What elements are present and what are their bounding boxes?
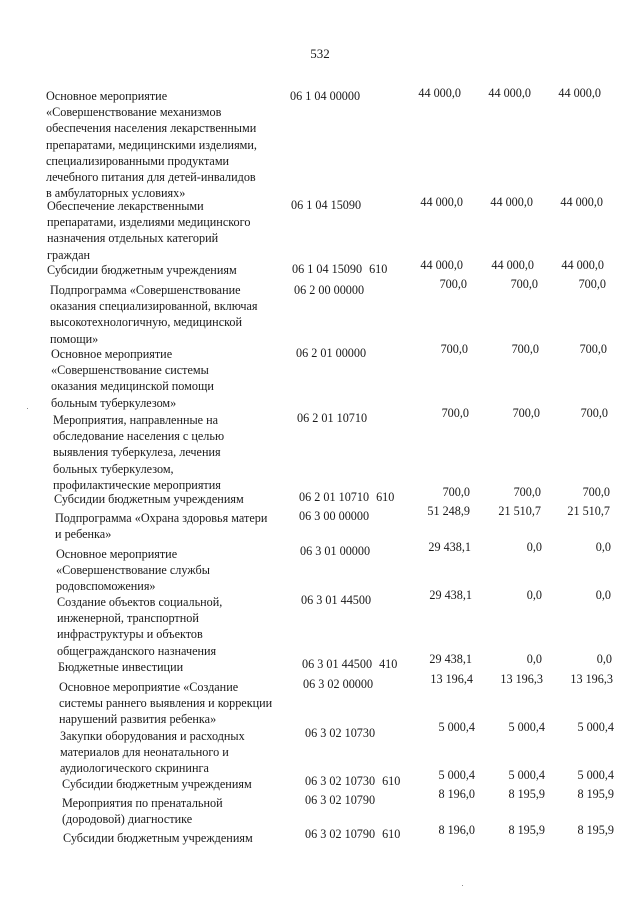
target-article-code: 06 3 02 10790: [305, 827, 376, 841]
amount-year-1: 29 438,1: [428, 540, 471, 554]
row-code: [290, 88, 360, 104]
amount-year-2: 21 510,7: [498, 504, 541, 518]
row-name: Субсидии бюджетным учреждениям: [47, 263, 237, 277]
page-number: 532: [310, 46, 330, 61]
row-code: [297, 410, 367, 426]
amount-year-3: 700,0: [578, 277, 606, 291]
amount-year-2: 700,0: [513, 485, 541, 499]
target-article-code: 06 3 02 00000: [303, 677, 374, 691]
target-article-code: 06 1 04 15090: [292, 262, 363, 276]
amount-year-2: 0,0: [526, 540, 542, 554]
amount-year-2: 0,0: [526, 588, 542, 602]
amount-year-2: 44 000,0: [490, 195, 533, 209]
amount-year-3: 0,0: [595, 588, 611, 602]
target-article-code: 06 3 02 10730: [305, 774, 376, 788]
amount-year-3: 700,0: [580, 406, 608, 420]
amount-year-2: 13 196,3: [500, 672, 543, 686]
target-article-code: 06 3 01 44500: [302, 657, 373, 671]
amount-year-1: 44 000,0: [420, 195, 463, 209]
amount-year-3: 8 195,9: [577, 787, 614, 801]
amount-year-1: 8 196,0: [438, 823, 475, 837]
amount-year-2: 700,0: [511, 342, 539, 356]
row-name: Основное мероприятие «Совершенствование системы оказания медицинской помощи больным туберкулезом»: [51, 347, 214, 410]
target-article-code: 06 2 01 00000: [296, 346, 367, 360]
row-code: [305, 792, 375, 808]
amount-year-1: 8 196,0: [438, 787, 475, 801]
row-code: [296, 345, 366, 361]
row-name: Мероприятия, направленные на обследование населения с целью выявления туберкулеза, лечения больных туберкулезом, профилактические мероприятия: [53, 413, 225, 492]
expense-type-code: 610: [382, 827, 401, 841]
target-article-code: 06 2 00 00000: [294, 283, 365, 297]
row-name: Субсидии бюджетным учреждениям: [63, 831, 253, 845]
amount-year-3: 0,0: [596, 652, 612, 666]
amount-year-1: 5 000,4: [438, 720, 475, 734]
target-article-code: 06 3 00 00000: [299, 509, 370, 523]
amount-year-2: 700,0: [510, 277, 538, 291]
row-code: [305, 725, 375, 741]
row-name: Создание объектов социальной, инженерной, транспортной инфраструктуры и объектов общегражданского назначения: [57, 595, 223, 658]
target-article-code: 06 2 01 10710: [299, 490, 370, 504]
expense-type-code: 610: [369, 262, 388, 276]
row-name: Подпрограмма «Совершенствование оказания специализированной, включая высокотехнологичную, медицинской помощи»: [50, 283, 258, 346]
row-code: [305, 826, 400, 842]
amount-year-3: 44 000,0: [558, 86, 601, 100]
target-article-code: 06 3 01 44500: [301, 593, 372, 607]
row-name: Субсидии бюджетным учреждениям: [54, 492, 244, 506]
expense-type-code: 610: [376, 490, 395, 504]
target-article-code: 06 3 01 00000: [300, 544, 371, 558]
amount-year-3: 5 000,4: [577, 720, 614, 734]
amount-year-3: 5 000,4: [577, 768, 614, 782]
target-article-code: 06 3 02 10790: [305, 793, 376, 807]
amount-year-2: 700,0: [512, 406, 540, 420]
amount-year-3: 700,0: [582, 485, 610, 499]
row-code: [300, 543, 370, 559]
row-name: Бюджетные инвестиции: [58, 660, 184, 674]
row-code: [294, 282, 364, 298]
amount-year-3: 8 195,9: [577, 823, 614, 837]
amount-year-3: 13 196,3: [570, 672, 613, 686]
target-article-code: 06 2 01 10710: [297, 411, 368, 425]
amount-year-2: 44 000,0: [491, 258, 534, 272]
amount-year-1: 29 438,1: [429, 588, 472, 602]
amount-year-3: 21 510,7: [567, 504, 610, 518]
row-name: Подпрограмма «Охрана здоровья матери и ребенка»: [55, 511, 268, 542]
row-code: [299, 508, 369, 524]
row-name: Закупки оборудования и расходных материалов для неонатального и аудиологического скрининга: [60, 729, 245, 776]
amount-year-1: 44 000,0: [418, 86, 461, 100]
row-name: Основное мероприятие «Совершенствование механизмов обеспечения населения лекарственными препаратами, медицинскими изделиями, специализированными продуктами лечебного питания для детей-инвалидов в амбулаторных условиях»: [46, 89, 257, 201]
scan-speck: [462, 885, 463, 886]
target-article-code: 06 1 04 00000: [290, 89, 361, 103]
amount-year-2: 44 000,0: [488, 86, 531, 100]
amount-year-3: 44 000,0: [560, 195, 603, 209]
row-name: Субсидии бюджетным учреждениям: [62, 777, 252, 791]
scan-speck: [27, 408, 28, 409]
amount-year-3: 44 000,0: [561, 258, 604, 272]
target-article-code: 06 1 04 15090: [291, 198, 362, 212]
row-name: Мероприятия по пренатальной (дородовой) диагностике: [62, 796, 223, 827]
row-name: Основное мероприятие «Совершенствование службы родовспоможения»: [56, 547, 210, 594]
row-name: Основное мероприятие «Создание системы раннего выявления и коррекции нарушений развития ребенка»: [59, 680, 273, 727]
amount-year-2: 5 000,4: [508, 720, 545, 734]
amount-year-1: 700,0: [440, 342, 468, 356]
amount-year-2: 0,0: [526, 652, 542, 666]
amount-year-1: 700,0: [439, 277, 467, 291]
amount-year-1: 13 196,4: [430, 672, 473, 686]
amount-year-1: 44 000,0: [420, 258, 463, 272]
row-code: [305, 773, 400, 789]
amount-year-3: 700,0: [579, 342, 607, 356]
amount-year-1: 29 438,1: [429, 652, 472, 666]
expense-type-code: 610: [382, 774, 401, 788]
target-article-code: 06 3 02 10730: [305, 726, 376, 740]
amount-year-1: 5 000,4: [438, 768, 475, 782]
row-name: Обеспечение лекарственными препаратами, изделиями медицинского назначения отдельных категорий граждан: [47, 199, 251, 262]
amount-year-2: 8 195,9: [508, 787, 545, 801]
expense-type-code: 410: [379, 657, 398, 671]
row-code: [299, 489, 394, 505]
amount-year-3: 0,0: [595, 540, 611, 554]
amount-year-2: 8 195,9: [508, 823, 545, 837]
amount-year-2: 5 000,4: [508, 768, 545, 782]
amount-year-1: 51 248,9: [427, 504, 470, 518]
row-code: [301, 592, 371, 608]
row-code: [303, 676, 373, 692]
amount-year-1: 700,0: [442, 485, 470, 499]
row-code: [302, 656, 397, 672]
row-code: [291, 197, 361, 213]
row-code: [292, 261, 387, 277]
amount-year-1: 700,0: [441, 406, 469, 420]
